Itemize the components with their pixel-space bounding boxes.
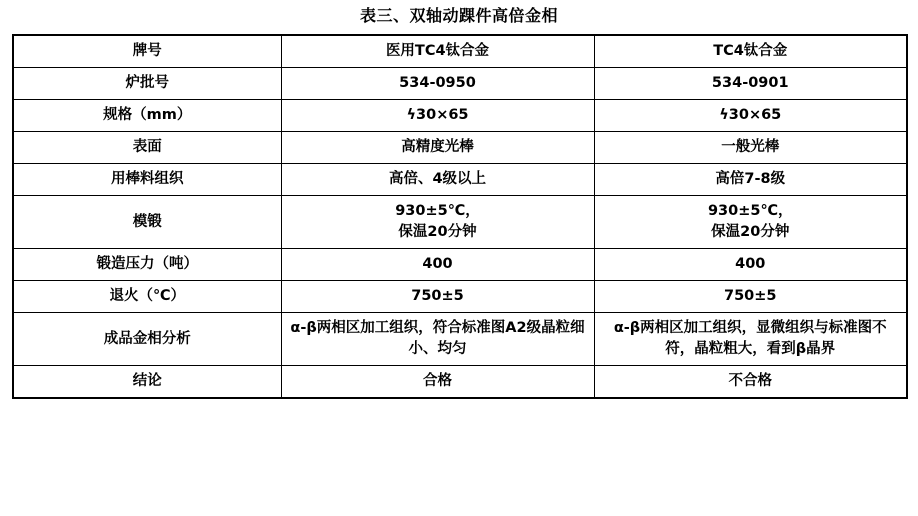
spec-table [12,34,908,399]
row-value-col2-line2: 保温20分钟 [398,224,477,241]
row-value-col2: ϟ30×65 [281,100,594,132]
table-row [13,196,907,249]
row-value-col2-line1: 930±5℃， [395,203,480,220]
row-value-col3: 不合格 [594,366,907,399]
row-value-col2: α-β两相区加工组织，符合标准图A2级晶粒细小、均匀 [281,313,594,366]
row-label: 炉批号 [13,68,281,100]
row-value-col3: TC4钛合金 [594,35,907,68]
table-row [13,35,907,68]
row-value-col2: 医用TC4钛合金 [281,35,594,68]
row-value-col2: 高倍、4级以上 [281,164,594,196]
table-row [13,68,907,100]
row-value-col3: ϟ30×65 [594,100,907,132]
row-value-col3: 750±5 [594,281,907,313]
table-row [13,164,907,196]
table-row [13,313,907,366]
row-value-col3: α-β两相区加工组织，显微组织与标准图不符，晶粒粗大，看到β晶界 [594,313,907,366]
row-value-col2: 高精度光棒 [281,132,594,164]
row-value-col2: 534-0950 [281,68,594,100]
row-label: 锻造压力（吨） [13,249,281,281]
row-value-col3 [594,196,907,249]
table-row [13,366,907,399]
row-label: 成品金相分析 [13,313,281,366]
row-label: 退火（℃） [13,281,281,313]
row-value-col3-line1: 930±5℃， [707,203,793,220]
row-value-col3: 一般光棒 [594,132,907,164]
row-label: 表面 [13,132,281,164]
row-label: 规格（mm） [13,100,281,132]
row-label: 结论 [13,366,281,399]
row-value-col2 [281,196,594,249]
row-label: 牌号 [13,35,281,68]
table-row [13,132,907,164]
table-row [13,100,907,132]
row-value-col3: 534-0901 [594,68,907,100]
table-row [13,249,907,281]
row-value-col3: 400 [594,249,907,281]
row-value-col2: 750±5 [281,281,594,313]
row-value-col3: 高倍7-8级 [594,164,907,196]
row-value-col2: 400 [281,249,594,281]
page-title: 表三、双轴动踝件高倍金相 [359,6,558,25]
row-value-col2: 合格 [281,366,594,399]
row-value-col3-line2: 保温20分钟 [711,224,790,241]
row-label: 模锻 [13,196,281,249]
table-row [13,281,907,313]
row-label: 用棒料组织 [13,164,281,196]
